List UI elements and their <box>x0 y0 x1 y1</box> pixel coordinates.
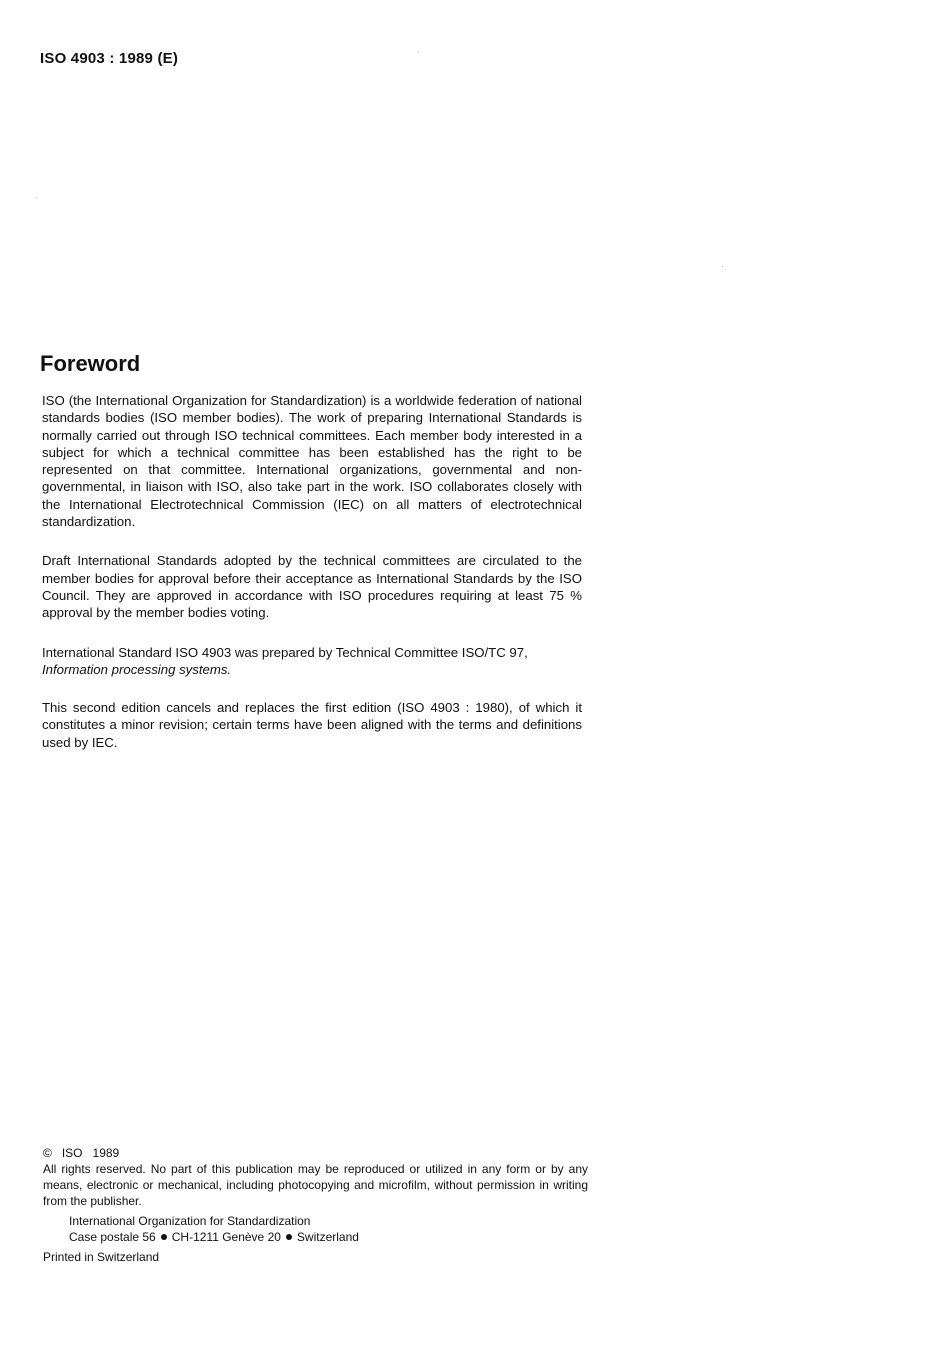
page-title: Foreword <box>40 351 141 376</box>
copyright-symbol: © <box>43 1146 52 1160</box>
foreword-paragraph-2: Draft International Standards adopted by the technical committees are circulated to the member bodies for approval before their acceptance as International Standards by the ISO Council. They are approved in accordance with ISO procedures requiring at least 75 % approval by the member bodies voting. <box>42 553 582 621</box>
foreword-paragraph-4: This second edition cancels and replaces the first edition (ISO 4903 : 1980), of which it constitutes a minor revision; certain terms have been aligned with the terms and definitions used by IEC. <box>42 700 582 750</box>
address-city: CH-1211 Genève 20 <box>171 1230 281 1244</box>
copyright-year: 1989 <box>92 1146 120 1160</box>
committee-text: International Standard ISO 4903 was prepared by Technical Committee ISO/TC 97, <box>42 644 528 660</box>
committee-title: Information processing systems. <box>42 661 232 677</box>
scan-speck <box>36 197 37 198</box>
organization-address <box>43 1213 588 1245</box>
bullet-dot-icon <box>286 1234 292 1240</box>
document-header: ISO 4903 : 1989 (E) <box>40 50 179 67</box>
copyright-footer <box>43 1145 588 1265</box>
foreword-paragraph-3 <box>42 644 582 679</box>
foreword-body <box>42 392 582 773</box>
address-country: Switzerland <box>296 1230 359 1244</box>
printed-in: Printed in Switzerland <box>43 1250 160 1264</box>
foreword-paragraph-1: ISO (the International Organization for Standardization) is a worldwide federation of national standards bodies (ISO member bodies). The work of preparing International Standards is normally carried out through ISO technical committees. Each member body interested in a subject for which a technical committee has been established has the right to be represented on that committee. International organizations, governmental and non-governmental, in liaison with ISO, also take part in the work. ISO collaborates closely with the International Electrotechnical Commission (IEC) on all matters of electrotechnical standardization. <box>42 393 582 530</box>
scan-speck <box>722 266 723 267</box>
postal-address <box>69 1229 588 1245</box>
address-postbox: Case postale 56 <box>69 1230 156 1244</box>
copyright-line <box>43 1145 588 1161</box>
copyright-owner: ISO <box>61 1146 83 1160</box>
bullet-dot-icon <box>161 1234 167 1240</box>
rights-notice: All rights reserved. No part of this publication may be reproduced or utilized in any form or by any means, electronic or mechanical, including photocopying and microfilm, without permission in writing from the publisher. <box>43 1162 588 1208</box>
organization-name: International Organization for Standardization <box>69 1214 311 1228</box>
scan-speck <box>418 52 419 53</box>
